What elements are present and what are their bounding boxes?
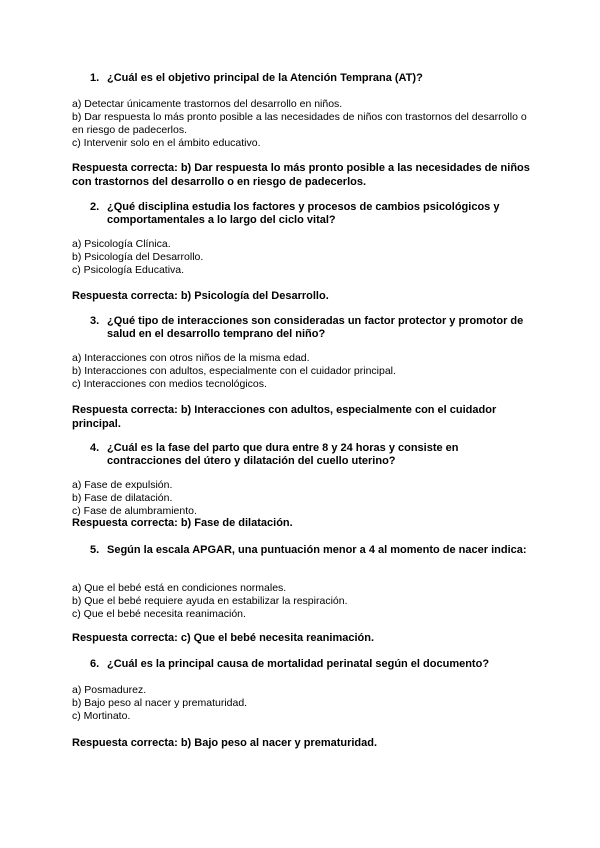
- question-3: [90, 315, 530, 341]
- option-b: b) Interacciones con adultos, especialmente con el cuidador principal.: [72, 365, 396, 377]
- option-b: b) Psicología del Desarrollo.: [72, 251, 204, 263]
- option-c: c) Psicología Educativa.: [72, 264, 185, 276]
- question-text: ¿Cuál es el objetivo principal de la Atención Temprana (AT)?: [107, 72, 423, 84]
- option-b: b) Que el bebé requiere ayuda en estabilizar la respiración.: [72, 595, 348, 607]
- option-c: c) Que el bebé necesita reanimación.: [72, 608, 246, 620]
- option-a: a) Que el bebé está en condiciones normales.: [72, 582, 287, 594]
- question-number: 2.: [90, 201, 100, 213]
- question-number: 6.: [90, 658, 100, 670]
- option-a: a) Posmadurez.: [72, 684, 147, 696]
- question-2: [90, 201, 530, 227]
- correct-answer: Respuesta correcta: c) Que el bebé necesita reanimación.: [72, 632, 375, 644]
- option-a: a) Fase de expulsión.: [72, 479, 173, 491]
- question-1: [90, 72, 530, 85]
- correct-answer: Respuesta correcta: b) Psicología del Desarrollo.: [72, 290, 329, 302]
- option-c: c) Interacciones con medios tecnológicos.: [72, 378, 267, 390]
- correct-answer: Respuesta correcta: b) Bajo peso al nacer y prematuridad.: [72, 737, 378, 749]
- question-text: ¿Qué disciplina estudia los factores y procesos de cambios psicológicos y comportamentales a lo largo del ciclo vital?: [107, 201, 500, 226]
- question-text: ¿Qué tipo de interacciones son consideradas un factor protector y promotor de salud en el desarrollo temprano del niño?: [107, 315, 524, 340]
- question-text: ¿Cuál es la fase del parto que dura entre 8 y 24 horas y consiste en contracciones del útero y dilatación del cuello uterino?: [107, 442, 459, 467]
- option-a: a) Detectar únicamente trastornos del desarrollo en niños.: [72, 98, 343, 110]
- question-4: [90, 442, 530, 468]
- option-c: c) Mortinato.: [72, 710, 131, 722]
- option-a: a) Interacciones con otros niños de la misma edad.: [72, 352, 310, 364]
- question-number: 5.: [90, 544, 100, 556]
- option-a: a) Psicología Clínica.: [72, 238, 171, 250]
- option-b: b) Fase de dilatación.: [72, 492, 173, 504]
- question-number: 1.: [90, 72, 100, 84]
- question-number: 3.: [90, 315, 100, 327]
- question-number: 4.: [90, 442, 100, 454]
- option-c: c) Fase de alumbramiento.: [72, 505, 197, 517]
- question-text: ¿Cuál es la principal causa de mortalidad perinatal según el documento?: [107, 658, 490, 670]
- correct-answer: Respuesta correcta: b) Dar respuesta lo más pronto posible a las necesidades de niños con trastornos del desarrollo o en riesgo de padecerlos.: [72, 162, 530, 188]
- question-5: [90, 544, 530, 557]
- option-c: c) Intervenir solo en el ámbito educativo.: [72, 137, 261, 149]
- question-text: Según la escala APGAR, una puntuación menor a 4 al momento de nacer indica:: [107, 544, 527, 556]
- correct-answer: Respuesta correcta: b) Fase de dilatación.: [72, 517, 293, 529]
- option-b: b) Bajo peso al nacer y prematuridad.: [72, 697, 248, 709]
- option-b: b) Dar respuesta lo más pronto posible a las necesidades de niños con trastornos del desarrollo o en riesgo de padecerlos.: [72, 111, 527, 136]
- question-6: [90, 658, 530, 671]
- correct-answer: Respuesta correcta: b) Interacciones con adultos, especialmente con el cuidador principal.: [72, 404, 497, 430]
